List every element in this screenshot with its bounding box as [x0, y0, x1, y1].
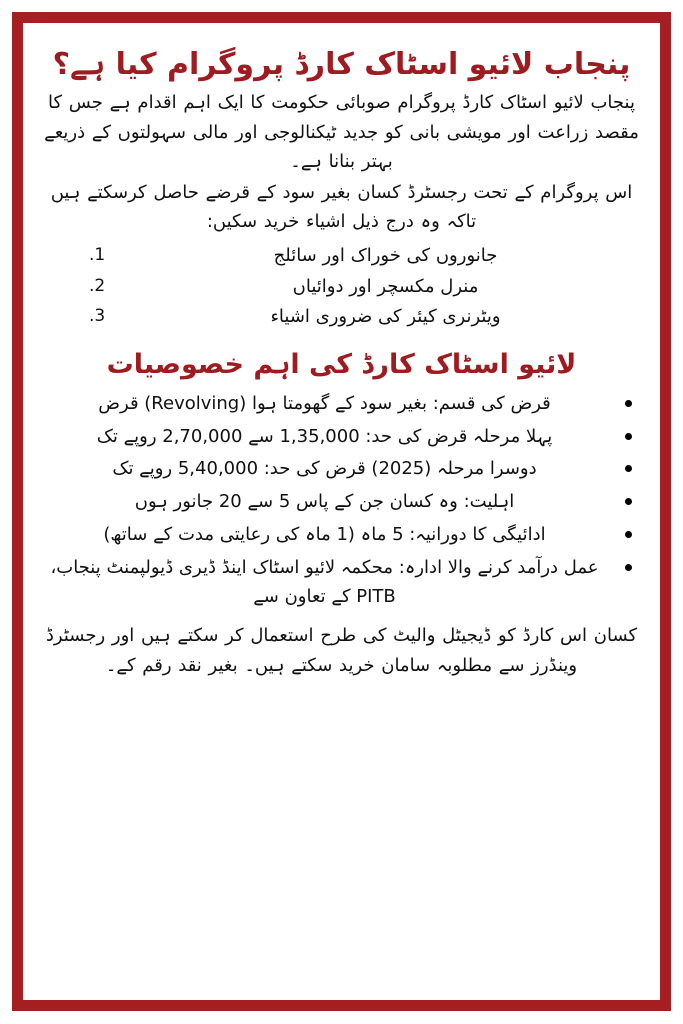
- list-item: [37, 455, 646, 484]
- closing-paragraph: کسان اس کارڈ کو ڈیجیٹل والیٹ کی طرح استعمال کر سکتے ہیں اور رجسٹرڈ وینڈرز سے مطلوبہ سامان خرید سکتے ہیں۔ بغیر نقد رقم کے۔: [45, 625, 638, 676]
- list-item-label: ادائیگی کا دورانیہ: 5 ماہ (1 ماہ کی رعایتی مدت کے ساتھ): [103, 524, 546, 546]
- list-item: [37, 554, 646, 612]
- list-item: [37, 242, 646, 270]
- list-item: [37, 488, 646, 517]
- bullet-icon: [625, 400, 632, 407]
- bullet-icon: [625, 465, 632, 472]
- list-item-label: عمل درآمد کرنے والا ادارہ: محکمہ لائیو اسٹاک اینڈ ڈیری ڈیولپمنٹ پنجاب، PITB کے تعاون سے: [50, 556, 599, 607]
- intro-paragraph-1: پنجاب لائیو اسٹاک کارڈ پروگرام صوبائی حکومت کا ایک اہم اقدام ہے جس کا مقصد زراعت اور مویشی بانی کو جدید ٹیکنالوجی اور مالی سہولتوں کے ذریعے بہتر بنانا ہے۔: [44, 92, 639, 172]
- intro-paragraph-2: اس پروگرام کے تحت رجسٹرڈ کسان بغیر سود کے قرضے حاصل کرسکتے ہیں تاکہ وہ درج ذیل اشیاء خرید سکیں:: [50, 181, 633, 233]
- list-item: [37, 390, 646, 419]
- list-item-label: دوسرا مرحلہ (2025) قرض کی حد: 5,40,000 روپے تک: [112, 458, 537, 480]
- list-marker: .3: [89, 306, 106, 327]
- list-item-label: پہلا مرحلہ قرض کی حد: 1,35,000 سے 2,70,000 روپے تک: [96, 425, 553, 447]
- features-section-heading: لائیو اسٹاک کارڈ کی اہم خصوصیات: [106, 349, 577, 381]
- list-item: [37, 273, 646, 301]
- list-item-label: منرل مکسچر اور دوائیاں: [292, 275, 479, 297]
- list-marker: .2: [89, 275, 106, 296]
- list-item: [37, 423, 646, 452]
- red-border-frame: [12, 12, 671, 1011]
- list-item-label: جانوروں کی خوراک اور سائلج: [273, 245, 498, 267]
- list-item: [37, 521, 646, 550]
- bullet-icon: [625, 498, 632, 505]
- document-content: [37, 33, 646, 990]
- bullet-icon: [625, 433, 632, 440]
- features-bullet-list: [37, 390, 646, 612]
- bullet-icon: [625, 531, 632, 538]
- list-item-label: ویٹرنری کیئر کی ضروری اشیاء: [270, 306, 501, 328]
- purchase-items-list: [37, 242, 646, 331]
- list-marker: .1: [89, 245, 106, 266]
- list-item-label: اہلیت: وہ کسان جن کے پاس 5 سے 20 جانور ہوں: [134, 491, 515, 513]
- page-title: پنجاب لائیو اسٹاک کارڈ پروگرام کیا ہے؟: [52, 47, 631, 82]
- bullet-icon: [625, 564, 632, 571]
- list-item-label: قرض کی قسم: بغیر سود کے گھومتا ہوا (Revolving) قرض: [98, 392, 551, 414]
- list-item: [37, 303, 646, 331]
